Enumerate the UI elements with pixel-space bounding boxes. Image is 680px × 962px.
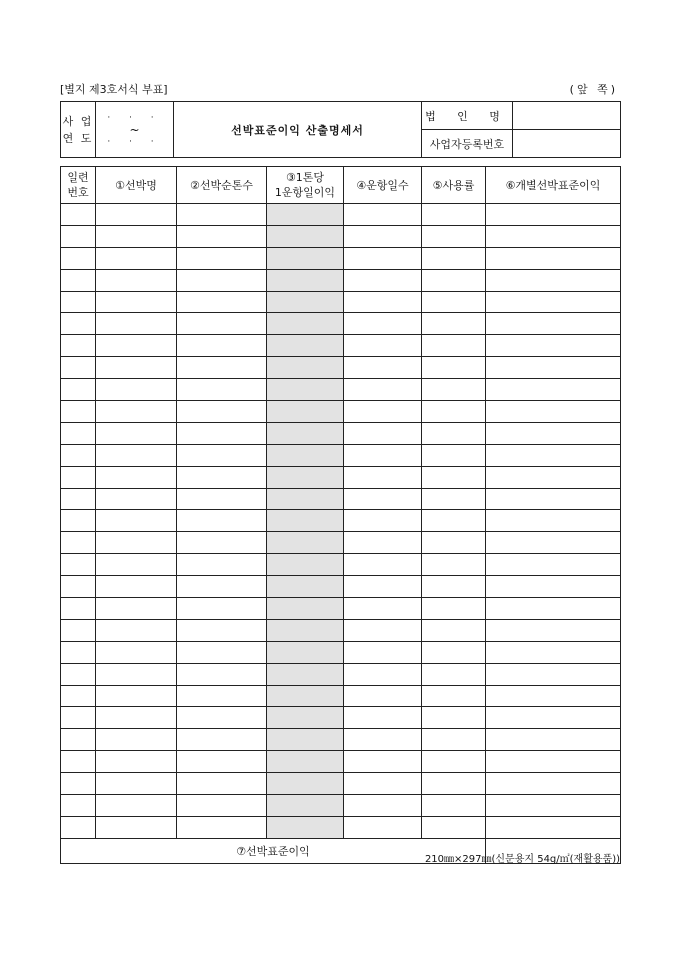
- serial-cell[interactable]: [61, 379, 96, 401]
- usage-rate-cell[interactable]: [422, 379, 486, 401]
- usage-rate-cell[interactable]: [422, 751, 486, 773]
- serial-cell[interactable]: [61, 466, 96, 488]
- operating-days-cell[interactable]: [344, 291, 422, 313]
- table-row: [61, 685, 621, 707]
- serial-cell[interactable]: [61, 729, 96, 751]
- profit-per-ton-day-cell[interactable]: [267, 357, 344, 379]
- individual-profit-cell[interactable]: [486, 751, 621, 773]
- profit-per-ton-day-cell[interactable]: [267, 466, 344, 488]
- ship-name-cell[interactable]: [96, 247, 177, 269]
- table-row: [61, 466, 621, 488]
- net-tonnage-cell[interactable]: [177, 225, 267, 247]
- ship-name-cell[interactable]: [96, 707, 177, 729]
- individual-profit-cell[interactable]: [486, 663, 621, 685]
- serial-cell[interactable]: [61, 247, 96, 269]
- individual-profit-cell[interactable]: [486, 444, 621, 466]
- usage-rate-cell[interactable]: [422, 510, 486, 532]
- serial-cell[interactable]: [61, 488, 96, 510]
- profit-per-ton-day-cell[interactable]: [267, 641, 344, 663]
- table-row: [61, 488, 621, 510]
- ship-name-cell[interactable]: [96, 816, 177, 838]
- serial-cell[interactable]: [61, 663, 96, 685]
- operating-days-cell[interactable]: [344, 269, 422, 291]
- ship-name-cell[interactable]: [96, 488, 177, 510]
- table-row: [61, 313, 621, 335]
- net-tonnage-cell[interactable]: [177, 269, 267, 291]
- table-row: [61, 663, 621, 685]
- usage-rate-cell[interactable]: [422, 707, 486, 729]
- profit-per-ton-day-cell[interactable]: [267, 619, 344, 641]
- serial-cell[interactable]: [61, 795, 96, 817]
- individual-profit-cell[interactable]: [486, 619, 621, 641]
- usage-rate-cell[interactable]: [422, 444, 486, 466]
- net-tonnage-cell[interactable]: [177, 598, 267, 620]
- operating-days-cell[interactable]: [344, 641, 422, 663]
- profit-per-ton-day-cell[interactable]: [267, 401, 344, 423]
- profit-per-ton-day-cell[interactable]: [267, 663, 344, 685]
- individual-profit-cell[interactable]: [486, 795, 621, 817]
- profit-per-ton-day-cell[interactable]: [267, 204, 344, 226]
- usage-rate-cell[interactable]: [422, 554, 486, 576]
- usage-rate-cell[interactable]: [422, 291, 486, 313]
- serial-cell[interactable]: [61, 313, 96, 335]
- operating-days-cell[interactable]: [344, 685, 422, 707]
- col-header-operating-days: ④운항일수: [344, 167, 422, 204]
- profit-per-ton-day-cell[interactable]: [267, 773, 344, 795]
- profit-per-ton-day-cell[interactable]: [267, 488, 344, 510]
- serial-cell[interactable]: [61, 422, 96, 444]
- table-row: [61, 619, 621, 641]
- ship-name-cell[interactable]: [96, 357, 177, 379]
- serial-cell[interactable]: [61, 401, 96, 423]
- usage-rate-cell[interactable]: [422, 816, 486, 838]
- table-row: [61, 422, 621, 444]
- operating-days-cell[interactable]: [344, 816, 422, 838]
- net-tonnage-cell[interactable]: [177, 291, 267, 313]
- individual-profit-cell[interactable]: [486, 510, 621, 532]
- individual-profit-cell[interactable]: [486, 816, 621, 838]
- table-row: [61, 247, 621, 269]
- ship-name-cell[interactable]: [96, 729, 177, 751]
- operating-days-cell[interactable]: [344, 225, 422, 247]
- usage-rate-cell[interactable]: [422, 729, 486, 751]
- ship-name-cell[interactable]: [96, 335, 177, 357]
- page-side-label: (앞 쪽): [569, 83, 618, 96]
- usage-rate-cell[interactable]: [422, 619, 486, 641]
- ship-name-cell[interactable]: [96, 379, 177, 401]
- ship-name-cell[interactable]: [96, 641, 177, 663]
- ship-name-cell[interactable]: [96, 204, 177, 226]
- business-year-period-field[interactable]: · · · ~ · · ·: [96, 102, 174, 158]
- individual-profit-cell[interactable]: [486, 401, 621, 423]
- individual-profit-cell[interactable]: [486, 291, 621, 313]
- operating-days-cell[interactable]: [344, 466, 422, 488]
- net-tonnage-cell[interactable]: [177, 466, 267, 488]
- serial-cell[interactable]: [61, 707, 96, 729]
- usage-rate-cell[interactable]: [422, 576, 486, 598]
- individual-profit-cell[interactable]: [486, 729, 621, 751]
- net-tonnage-cell[interactable]: [177, 641, 267, 663]
- ship-name-cell[interactable]: [96, 619, 177, 641]
- header-table: [60, 101, 621, 158]
- profit-per-ton-day-cell[interactable]: [267, 795, 344, 817]
- serial-cell[interactable]: [61, 532, 96, 554]
- net-tonnage-cell[interactable]: [177, 619, 267, 641]
- individual-profit-cell[interactable]: [486, 466, 621, 488]
- individual-profit-cell[interactable]: [486, 488, 621, 510]
- usage-rate-cell[interactable]: [422, 641, 486, 663]
- profit-per-ton-day-cell[interactable]: [267, 313, 344, 335]
- serial-cell[interactable]: [61, 576, 96, 598]
- operating-days-cell[interactable]: [344, 598, 422, 620]
- table-row: [61, 291, 621, 313]
- net-tonnage-cell[interactable]: [177, 357, 267, 379]
- net-tonnage-cell[interactable]: [177, 554, 267, 576]
- ship-name-cell[interactable]: [96, 422, 177, 444]
- ship-name-cell[interactable]: [96, 313, 177, 335]
- profit-per-ton-day-cell[interactable]: [267, 291, 344, 313]
- ship-profit-table: [60, 166, 621, 864]
- ship-name-cell[interactable]: [96, 291, 177, 313]
- ship-name-cell[interactable]: [96, 269, 177, 291]
- col-header-profit-per-ton-day: ③1톤당 1운항일이익: [267, 167, 344, 204]
- ship-name-cell[interactable]: [96, 598, 177, 620]
- table-row: [61, 816, 621, 838]
- net-tonnage-cell[interactable]: [177, 795, 267, 817]
- ship-name-cell[interactable]: [96, 466, 177, 488]
- table-row: [61, 554, 621, 576]
- profit-per-ton-day-cell[interactable]: [267, 422, 344, 444]
- serial-cell[interactable]: [61, 335, 96, 357]
- ship-name-cell[interactable]: [96, 663, 177, 685]
- serial-cell[interactable]: [61, 598, 96, 620]
- serial-cell[interactable]: [61, 554, 96, 576]
- table-row: [61, 357, 621, 379]
- net-tonnage-cell[interactable]: [177, 729, 267, 751]
- operating-days-cell[interactable]: [344, 401, 422, 423]
- col-header-usage-rate: ⑤사용률: [422, 167, 486, 204]
- individual-profit-cell[interactable]: [486, 707, 621, 729]
- usage-rate-cell[interactable]: [422, 532, 486, 554]
- profit-per-ton-day-cell[interactable]: [267, 707, 344, 729]
- profit-per-ton-day-cell[interactable]: [267, 225, 344, 247]
- operating-days-cell[interactable]: [344, 379, 422, 401]
- operating-days-cell[interactable]: [344, 204, 422, 226]
- ship-name-cell[interactable]: [96, 401, 177, 423]
- table-row: [61, 510, 621, 532]
- table-row: [61, 773, 621, 795]
- col-header-individual-profit: ⑥개별선박표준이익: [486, 167, 621, 204]
- usage-rate-cell[interactable]: [422, 488, 486, 510]
- usage-rate-cell[interactable]: [422, 466, 486, 488]
- table-row: [61, 444, 621, 466]
- net-tonnage-cell[interactable]: [177, 510, 267, 532]
- individual-profit-cell[interactable]: [486, 685, 621, 707]
- net-tonnage-cell[interactable]: [177, 816, 267, 838]
- biz-reg-number-label: 사업자등록번호: [422, 130, 513, 158]
- serial-cell[interactable]: [61, 357, 96, 379]
- usage-rate-cell[interactable]: [422, 422, 486, 444]
- table-row: [61, 598, 621, 620]
- net-tonnage-cell[interactable]: [177, 532, 267, 554]
- net-tonnage-cell[interactable]: [177, 401, 267, 423]
- net-tonnage-cell[interactable]: [177, 488, 267, 510]
- ship-name-cell[interactable]: [96, 751, 177, 773]
- profit-per-ton-day-cell[interactable]: [267, 510, 344, 532]
- net-tonnage-cell[interactable]: [177, 379, 267, 401]
- ship-name-cell[interactable]: [96, 795, 177, 817]
- table-row: [61, 269, 621, 291]
- individual-profit-cell[interactable]: [486, 357, 621, 379]
- profit-per-ton-day-cell[interactable]: [267, 751, 344, 773]
- usage-rate-cell[interactable]: [422, 335, 486, 357]
- individual-profit-cell[interactable]: [486, 422, 621, 444]
- serial-cell[interactable]: [61, 225, 96, 247]
- serial-cell[interactable]: [61, 269, 96, 291]
- table-row: [61, 225, 621, 247]
- serial-cell[interactable]: [61, 685, 96, 707]
- operating-days-cell[interactable]: [344, 619, 422, 641]
- profit-per-ton-day-cell[interactable]: [267, 379, 344, 401]
- individual-profit-cell[interactable]: [486, 554, 621, 576]
- table-row: [61, 707, 621, 729]
- individual-profit-cell[interactable]: [486, 269, 621, 291]
- operating-days-cell[interactable]: [344, 422, 422, 444]
- net-tonnage-cell[interactable]: [177, 335, 267, 357]
- total-label: ⑦선박표준이익: [61, 838, 486, 863]
- individual-profit-cell[interactable]: [486, 576, 621, 598]
- net-tonnage-cell[interactable]: [177, 663, 267, 685]
- usage-rate-cell[interactable]: [422, 357, 486, 379]
- col-header-serial: 일련 번호: [61, 167, 96, 204]
- ship-name-cell[interactable]: [96, 576, 177, 598]
- biz-reg-number-field[interactable]: [513, 130, 621, 158]
- table-row: [61, 751, 621, 773]
- table-row: [61, 204, 621, 226]
- operating-days-cell[interactable]: [344, 663, 422, 685]
- table-row: [61, 401, 621, 423]
- individual-profit-cell[interactable]: [486, 204, 621, 226]
- operating-days-cell[interactable]: [344, 751, 422, 773]
- operating-days-cell[interactable]: [344, 488, 422, 510]
- table-row: [61, 532, 621, 554]
- col-header-ship-name: ①선박명: [96, 167, 177, 204]
- profit-per-ton-day-cell[interactable]: [267, 269, 344, 291]
- ship-name-cell[interactable]: [96, 554, 177, 576]
- profit-per-ton-day-cell[interactable]: [267, 532, 344, 554]
- profit-per-ton-day-cell[interactable]: [267, 247, 344, 269]
- net-tonnage-cell[interactable]: [177, 247, 267, 269]
- usage-rate-cell[interactable]: [422, 269, 486, 291]
- serial-cell[interactable]: [61, 773, 96, 795]
- operating-days-cell[interactable]: [344, 532, 422, 554]
- operating-days-cell[interactable]: [344, 247, 422, 269]
- profit-per-ton-day-cell[interactable]: [267, 335, 344, 357]
- usage-rate-cell[interactable]: [422, 247, 486, 269]
- document-title: 선박표준이익 산출명세서: [174, 102, 422, 158]
- profit-per-ton-day-cell[interactable]: [267, 729, 344, 751]
- net-tonnage-cell[interactable]: [177, 204, 267, 226]
- corp-name-label: 법 인 명: [422, 102, 513, 130]
- ship-name-cell[interactable]: [96, 532, 177, 554]
- usage-rate-cell[interactable]: [422, 225, 486, 247]
- net-tonnage-cell[interactable]: [177, 707, 267, 729]
- profit-per-ton-day-cell[interactable]: [267, 598, 344, 620]
- net-tonnage-cell[interactable]: [177, 773, 267, 795]
- profit-per-ton-day-cell[interactable]: [267, 444, 344, 466]
- usage-rate-cell[interactable]: [422, 313, 486, 335]
- ship-name-cell[interactable]: [96, 444, 177, 466]
- net-tonnage-cell[interactable]: [177, 444, 267, 466]
- usage-rate-cell[interactable]: [422, 773, 486, 795]
- ship-name-cell[interactable]: [96, 510, 177, 532]
- ship-name-cell[interactable]: [96, 225, 177, 247]
- form-id-label: [별지 제3호서식 부표]: [60, 83, 168, 96]
- serial-cell[interactable]: [61, 816, 96, 838]
- operating-days-cell[interactable]: [344, 313, 422, 335]
- individual-profit-cell[interactable]: [486, 773, 621, 795]
- table-row: [61, 379, 621, 401]
- ship-name-cell[interactable]: [96, 773, 177, 795]
- individual-profit-cell[interactable]: [486, 247, 621, 269]
- usage-rate-cell[interactable]: [422, 685, 486, 707]
- operating-days-cell[interactable]: [344, 795, 422, 817]
- operating-days-cell[interactable]: [344, 773, 422, 795]
- usage-rate-cell[interactable]: [422, 204, 486, 226]
- net-tonnage-cell[interactable]: [177, 422, 267, 444]
- individual-profit-cell[interactable]: [486, 313, 621, 335]
- serial-cell[interactable]: [61, 444, 96, 466]
- table-row: [61, 795, 621, 817]
- operating-days-cell[interactable]: [344, 707, 422, 729]
- individual-profit-cell[interactable]: [486, 532, 621, 554]
- ship-name-cell[interactable]: [96, 685, 177, 707]
- individual-profit-cell[interactable]: [486, 598, 621, 620]
- individual-profit-cell[interactable]: [486, 225, 621, 247]
- individual-profit-cell[interactable]: [486, 641, 621, 663]
- table-row: [61, 576, 621, 598]
- net-tonnage-cell[interactable]: [177, 751, 267, 773]
- serial-cell[interactable]: [61, 510, 96, 532]
- net-tonnage-cell[interactable]: [177, 576, 267, 598]
- serial-cell[interactable]: [61, 641, 96, 663]
- serial-cell[interactable]: [61, 204, 96, 226]
- usage-rate-cell[interactable]: [422, 795, 486, 817]
- profit-per-ton-day-cell[interactable]: [267, 554, 344, 576]
- table-row: [61, 729, 621, 751]
- form-header-line: [60, 81, 620, 95]
- operating-days-cell[interactable]: [344, 576, 422, 598]
- col-header-net-tonnage: ②선박순톤수: [177, 167, 267, 204]
- usage-rate-cell[interactable]: [422, 663, 486, 685]
- profit-per-ton-day-cell[interactable]: [267, 816, 344, 838]
- serial-cell[interactable]: [61, 619, 96, 641]
- serial-cell[interactable]: [61, 751, 96, 773]
- profit-per-ton-day-cell[interactable]: [267, 685, 344, 707]
- operating-days-cell[interactable]: [344, 444, 422, 466]
- profit-per-ton-day-cell[interactable]: [267, 576, 344, 598]
- operating-days-cell[interactable]: [344, 729, 422, 751]
- paper-spec-footnote: 210㎜×297㎜(신문용지 54g/㎡(재활용품)): [424, 854, 620, 865]
- individual-profit-cell[interactable]: [486, 335, 621, 357]
- operating-days-cell[interactable]: [344, 357, 422, 379]
- net-tonnage-cell[interactable]: [177, 313, 267, 335]
- table-row: [61, 641, 621, 663]
- corp-name-field[interactable]: [513, 102, 621, 130]
- business-year-label: 사 업 연 도: [61, 102, 96, 158]
- operating-days-cell[interactable]: [344, 335, 422, 357]
- individual-profit-cell[interactable]: [486, 379, 621, 401]
- operating-days-cell[interactable]: [344, 510, 422, 532]
- net-tonnage-cell[interactable]: [177, 685, 267, 707]
- usage-rate-cell[interactable]: [422, 401, 486, 423]
- table-row: [61, 335, 621, 357]
- operating-days-cell[interactable]: [344, 554, 422, 576]
- usage-rate-cell[interactable]: [422, 598, 486, 620]
- serial-cell[interactable]: [61, 291, 96, 313]
